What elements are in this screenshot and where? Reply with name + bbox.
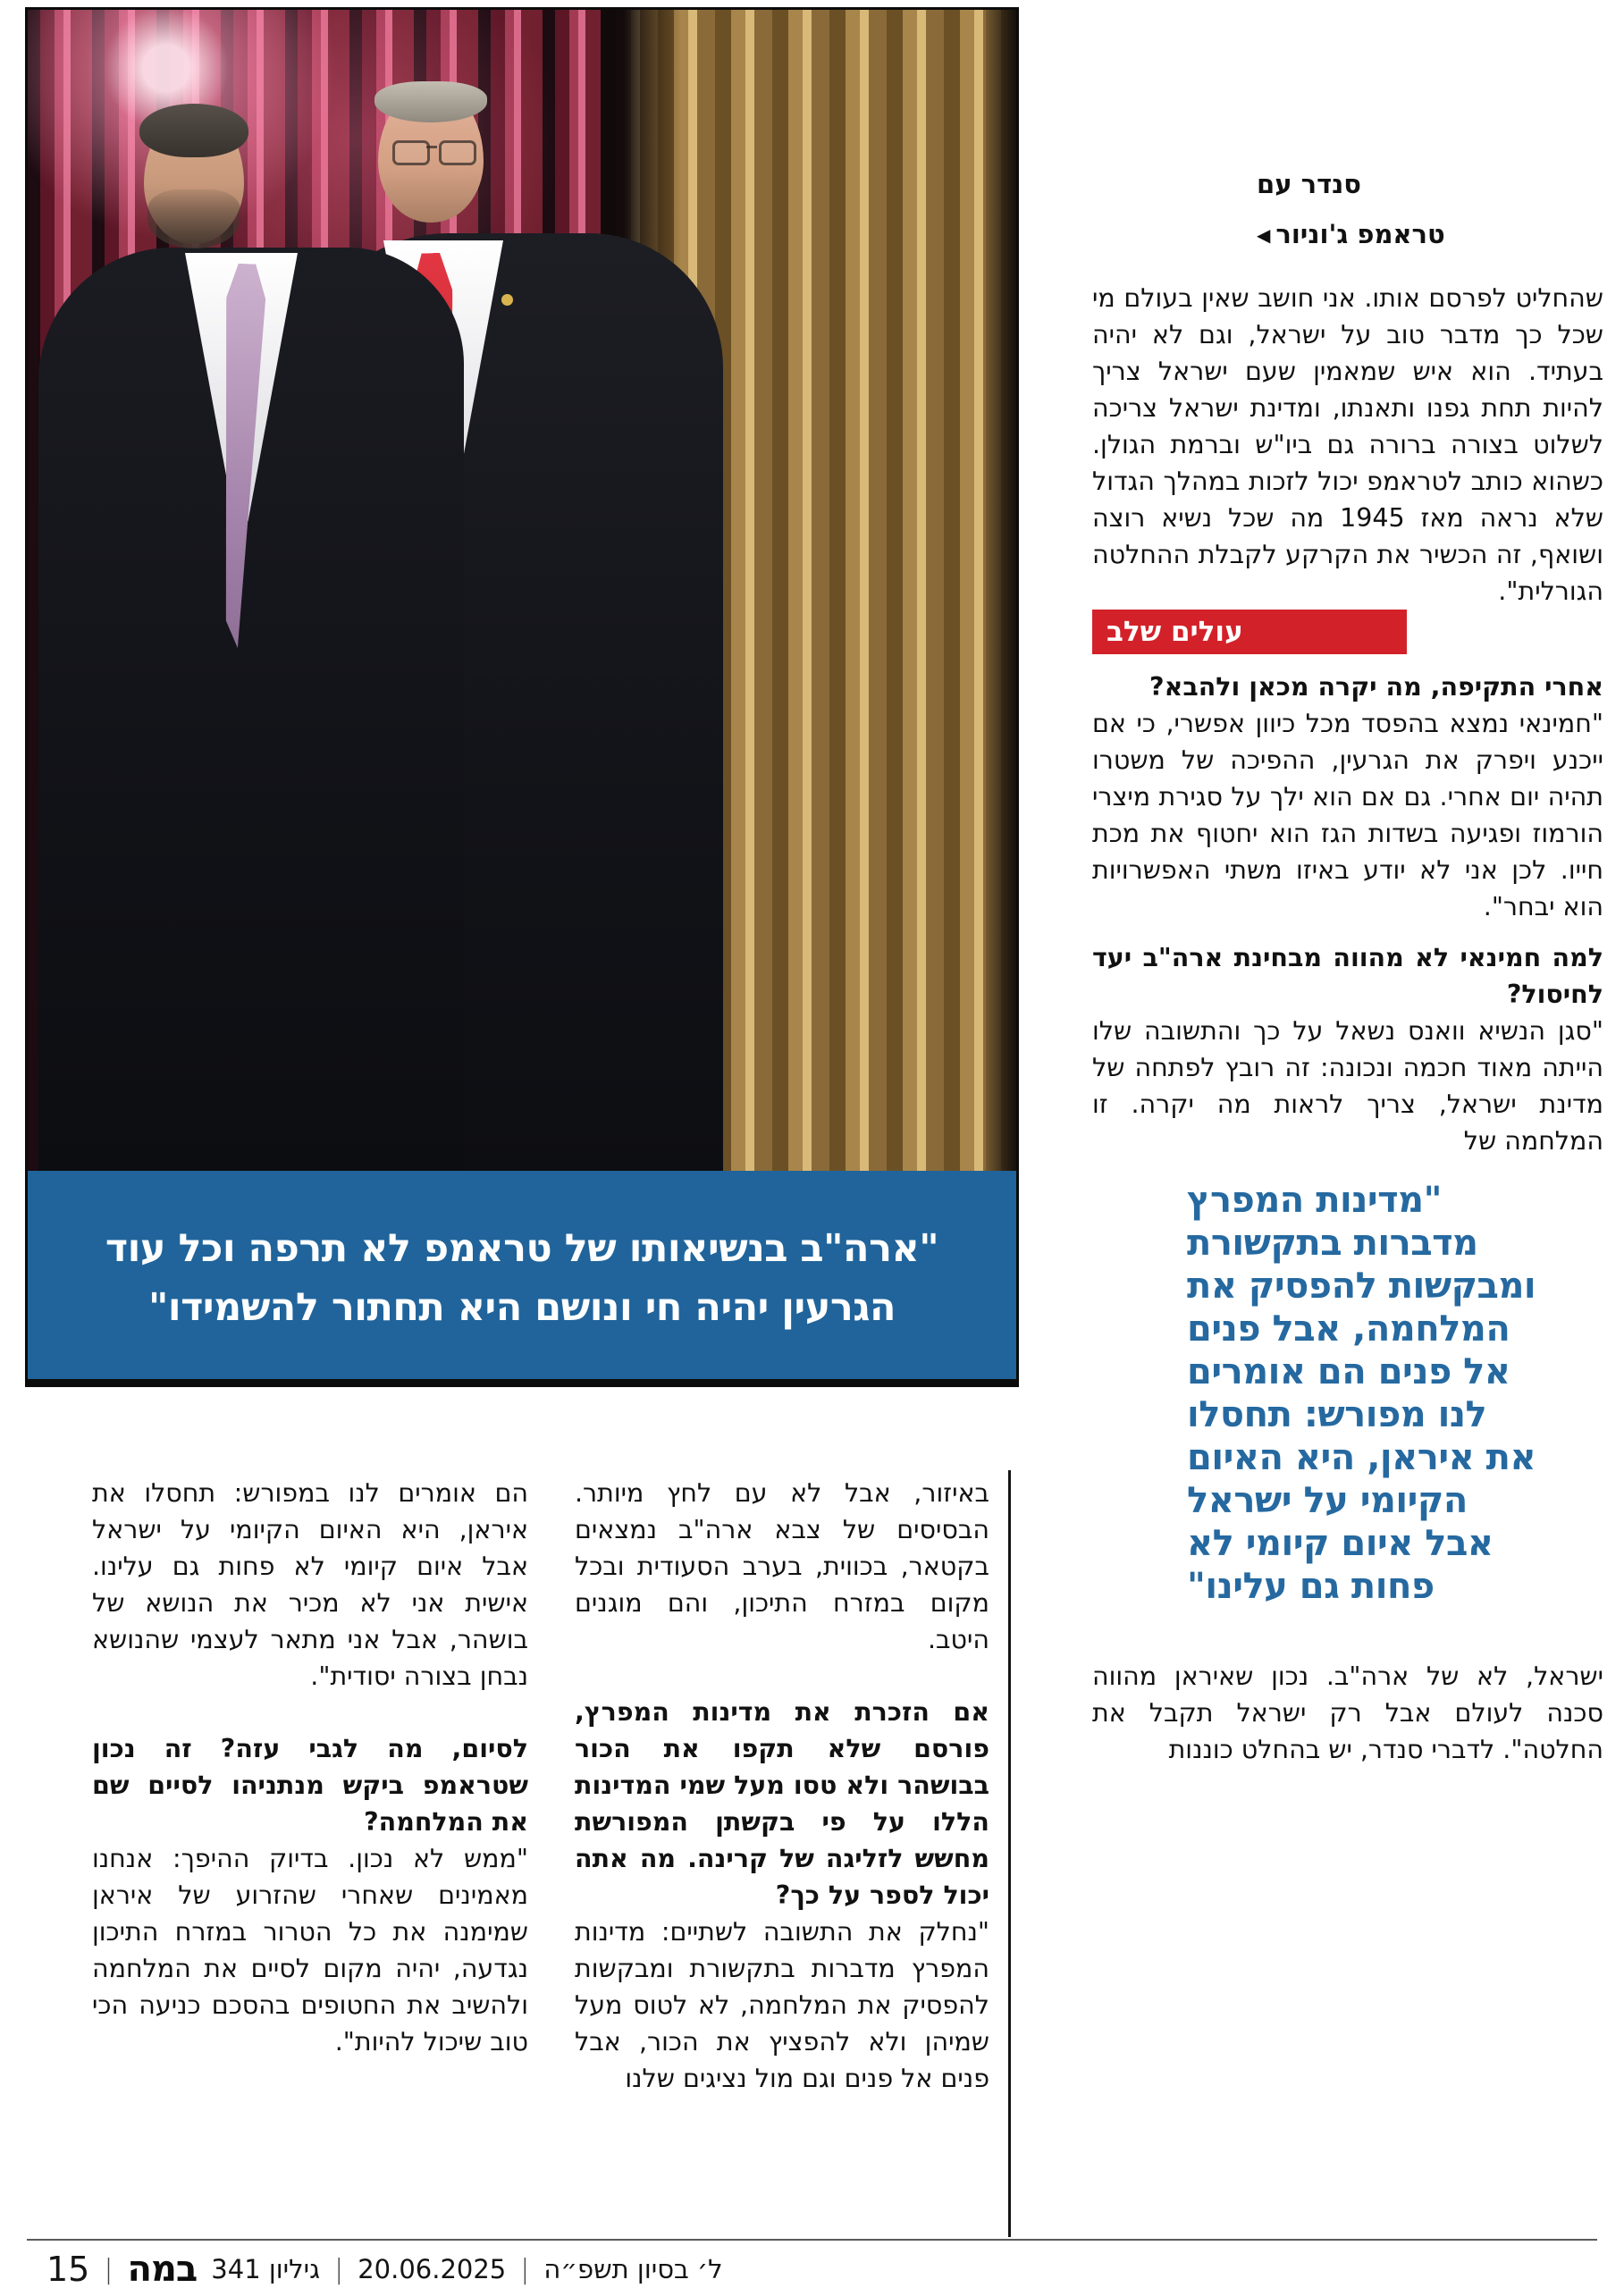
photo-caption xyxy=(1092,159,1603,260)
footer-separator: | xyxy=(334,2253,344,2285)
bottom-column-left xyxy=(92,1475,528,2060)
banner-quote-line2: הגרעין יהיה חי ונושם היא תחתור להשמידו" xyxy=(147,1285,896,1330)
interview-answer-1: "חמינאי נמצא בהפסד מכל כיוון אפשרי, כי אם ייכנע ויפרק את הגרעין, ההפיכה של משטרו תהיה יום אחרי. גם אם הוא ילך על סגירת מיצרי הורמוז ופגיעה בשדות הגז הוא יחטוף את מכת חייו. לכן אני לא יודע באיזו משתי האפשרויות הוא יבחר". xyxy=(1092,709,1603,921)
photo-caption-line1: סנדר עם xyxy=(1257,169,1361,199)
issue-number: גיליון 341 xyxy=(211,2254,321,2284)
glasses-icon xyxy=(387,140,476,167)
pull-quote-line: הקיומי על ישראל xyxy=(1187,1480,1468,1521)
interview-answer-2: "סגן הנשיא וואנס נשאל על כך והתשובה שלו הייתה מאוד חכמה ונכונה: זה רובץ לפתחה של מדינת ישראל, צריך לראות מה יקרה. זו המלחמה של xyxy=(1092,1016,1603,1156)
banner-quote-line1: "ארה"ב בנשיאותו של טראמפ לא תרפה וכל עוד xyxy=(105,1226,939,1271)
pull-quote-line: מדברות בתקשורת xyxy=(1187,1223,1478,1264)
bottom-right-question: אם הזכרת את מדינות המפרץ, פורסם שלא תקפו את הכור בבושהר ולא טסו מעל שמי המדינות הללו על פי בקשתן המפורשת מחשש לזליגה של קרינה. מה אתה יכול לספר על כך? xyxy=(575,1697,989,1910)
pull-quote-line: אבל איום קיומי לא xyxy=(1187,1523,1494,1564)
photo-trump-jr-and-sander xyxy=(28,10,1016,1176)
pull-quote-line: לנו מפורש: תחסלו xyxy=(1187,1394,1487,1435)
footer-separator: | xyxy=(520,2253,530,2285)
glasses-lens xyxy=(439,140,476,165)
issue-date: 20.06.2025 xyxy=(358,2254,507,2284)
pull-quote-line: פחות גם עלינו" xyxy=(1187,1566,1435,1607)
pull-quote xyxy=(1022,1179,1603,1608)
interview-answer-2-continued: ישראל, לא של ארה"ב. נכון שאיראן מהווה סכנה לעולם אבל רק ישראל תקבל את החלטה". לדברי סנדר, יש בהחלט כוננות xyxy=(1092,1661,1603,1764)
column-divider xyxy=(1008,1470,1011,2237)
bottom-right-paragraph: באיזור, אבל לא עם לחץ מיותר. הבסיסים של צבא ארה"ב נמצאים בקטאר, בכווית, בערב הסעודית ובכל מקום במזרח התיכון, והם מוגנים היטב. xyxy=(575,1478,989,1654)
hebrew-date: ל׳ בסיון תשפ״ה xyxy=(543,2254,723,2284)
pull-quote-line: את איראן, היא האיום xyxy=(1187,1437,1536,1478)
magazine-logo: במה xyxy=(127,2249,198,2288)
man-left-head xyxy=(144,110,244,244)
interview-question-2: למה חמינאי לא מהווה מבחינת ארה"ב יעד לחיסול? xyxy=(1092,943,1603,1009)
bottom-left-paragraph: הם אומרים לנו במפורש: תחסלו את איראן, היא האיום הקיומי על ישראל אבל איום קיומי לא פחות גם עלינו. אישית אני לא מכיר את הנושא של בושהר, אבל אני מתאר לעצמי שהנושא נבחן בצורה יסודית". xyxy=(92,1478,528,1691)
pull-quote-line: "מדינות המפרץ xyxy=(1187,1180,1442,1221)
caption-arrow-icon: ◀ xyxy=(1257,224,1271,246)
page-number: 15 xyxy=(46,2250,90,2288)
section-header-bar xyxy=(1092,610,1407,654)
pull-quote-line: המלחמה, אבל פנים xyxy=(1187,1308,1510,1350)
footer-separator: | xyxy=(104,2253,114,2285)
photo-caption-line2 xyxy=(1257,209,1603,260)
photo-quote-banner xyxy=(28,1171,1016,1384)
photo-caption-name: טראמפ ג'וניור xyxy=(1275,219,1445,249)
pull-quote-line: ומבקשות להפסיק את xyxy=(1187,1266,1536,1307)
footer-rule xyxy=(27,2239,1597,2241)
article-paragraph-1: שהחליט לפרסם אותו. אני חושב שאין בעולם מי שכל כך מדבר טוב על ישראל, וגם לא יהיה בעתיד. הוא איש שמאמין שעם ישראל צריך להיות תחת גפנו ותאנתו, ומדינת ישראל צריכה לשלוט בצורה ברורה גם ביו"ש וברמת הגולן. כשהוא כותב לטראמפ יכול לזכות במהלך הגדול שלא נראה מאז 1945 מה שכל נשיא רוצה ושואף, זה הכשיר את הקרקע לקבלת ההחלטה הגורלית". xyxy=(1092,283,1603,606)
photo-block xyxy=(25,7,1019,1387)
bottom-column-right xyxy=(575,1475,989,2097)
lapel-pin xyxy=(501,294,513,306)
curtain-edge xyxy=(986,10,1016,1176)
pull-quote-line: אל פנים הם אומרים xyxy=(1187,1351,1510,1392)
section-header-label: עולים שלב xyxy=(1107,616,1243,648)
bottom-right-answer: "נחלק את התשובה לשתיים: מדינות המפרץ מדברות בתקשורת ומבקשות להפסיק את המלחמה, לא לטוס מעל שמיהן ולא להפציץ את הכור, אבל פנים אל פנים וגם מול נציגים שלנו xyxy=(575,1917,989,2093)
bottom-left-answer: "ממש לא נכון. בדיוק ההיפך: אנחנו מאמינים שאחרי שהזרוע של איראן שמימנה את כל הטרור במזרח התיכון נגדעה, יהיה מקום לסיים את המלחמה ולהשיב את החטופים בהסכם כניעה הכי טוב שיכול להיות". xyxy=(92,1844,528,2057)
interview-question-1: אחרי התקיפה, מה יקרה מכאן ולהבא? xyxy=(1149,672,1603,702)
bottom-left-question: לסיום, מה לגבי עזה? זה נכון שטראמפ ביקש מנתניהו לסיים שם את המלחמה? xyxy=(92,1734,528,1837)
footer xyxy=(46,2249,723,2288)
main-column xyxy=(1092,159,1603,1768)
glasses-lens xyxy=(392,140,430,165)
